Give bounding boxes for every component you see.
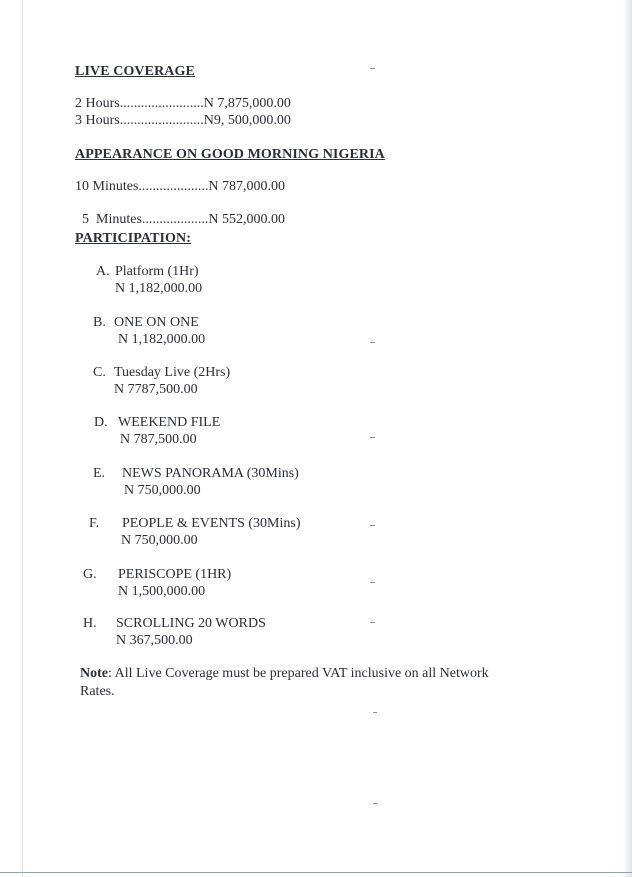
row-dots: ................... bbox=[141, 212, 209, 227]
live-coverage-row-2 bbox=[75, 113, 291, 129]
scan-speck bbox=[370, 68, 375, 69]
scan-speck bbox=[370, 342, 375, 343]
item-letter: B. bbox=[93, 315, 106, 330]
item-price: N 750,000.00 bbox=[124, 483, 201, 498]
scan-speck bbox=[370, 582, 375, 583]
item-price: N 1,500,000.00 bbox=[118, 584, 206, 599]
participation-item-f bbox=[89, 515, 301, 549]
item-price: N 750,000.00 bbox=[121, 533, 198, 548]
participation-item-c bbox=[93, 364, 230, 398]
note-paragraph bbox=[80, 665, 525, 701]
row-label: 10 Minutes bbox=[75, 179, 139, 194]
live-coverage-heading: LIVE COVERAGE bbox=[75, 64, 195, 79]
row-dots: .................... bbox=[138, 179, 209, 194]
row-label: 2 Hours bbox=[75, 96, 120, 111]
item-title: ONE ON ONE bbox=[114, 315, 199, 330]
item-letter: E. bbox=[93, 466, 106, 481]
scan-speck bbox=[370, 525, 375, 526]
page-bottom-edge bbox=[0, 872, 632, 873]
item-price: N 367,500.00 bbox=[116, 633, 193, 648]
item-letter: F. bbox=[89, 516, 100, 531]
item-letter: D. bbox=[94, 415, 108, 430]
item-title: NEWS PANORAMA (30Mins) bbox=[122, 466, 299, 481]
item-title: WEEKEND FILE bbox=[118, 415, 221, 430]
row-dots: ........................ bbox=[119, 113, 204, 128]
item-title: SCROLLING 20 WORDS bbox=[116, 616, 266, 631]
item-price: N 1,182,000.00 bbox=[118, 332, 206, 347]
item-price: N 1,182,000.00 bbox=[115, 281, 203, 296]
note-label: Note bbox=[80, 666, 108, 681]
note-text: : All Live Coverage must be prepared VAT inclusive on all Network Rates. bbox=[80, 666, 489, 699]
participation-item-b bbox=[93, 314, 205, 348]
gmn-row-1 bbox=[75, 179, 285, 195]
gmn-row-2 bbox=[75, 196, 285, 228]
participation-heading: PARTICIPATION: bbox=[75, 231, 192, 246]
row-price: N9, 500,000.00 bbox=[203, 113, 291, 128]
item-letter: C. bbox=[93, 365, 106, 380]
participation-item-e bbox=[93, 465, 299, 499]
live-coverage-row-1 bbox=[75, 96, 291, 112]
item-letter: H. bbox=[83, 616, 97, 631]
scan-speck bbox=[370, 622, 375, 623]
item-price: N 787,500.00 bbox=[120, 432, 197, 447]
row-price: N 7,875,000.00 bbox=[203, 96, 291, 111]
item-title: Tuesday Live (2Hrs) bbox=[114, 365, 231, 380]
item-letter: A. bbox=[96, 264, 110, 279]
page-edge bbox=[22, 0, 23, 877]
scan-speck bbox=[373, 712, 377, 713]
item-title: PERISCOPE (1HR) bbox=[118, 567, 232, 582]
participation-item-g bbox=[83, 566, 231, 600]
participation-item-a bbox=[96, 263, 202, 297]
item-title: Platform (1Hr) bbox=[115, 264, 199, 279]
participation-item-h bbox=[83, 615, 266, 649]
page-shadow bbox=[622, 0, 632, 877]
participation-item-d bbox=[94, 414, 220, 448]
item-price: N 7787,500.00 bbox=[114, 382, 198, 397]
item-title: PEOPLE & EVENTS (30Mins) bbox=[122, 516, 301, 531]
item-letter: G. bbox=[83, 567, 97, 582]
scan-speck bbox=[373, 803, 377, 804]
scan-speck bbox=[370, 437, 375, 438]
row-dots: ........................ bbox=[119, 96, 204, 111]
row-label: 3 Hours bbox=[75, 113, 120, 128]
row-label: 5 Minutes bbox=[82, 212, 142, 227]
row-price: N 552,000.00 bbox=[208, 212, 286, 227]
row-price: N 787,000.00 bbox=[208, 179, 286, 194]
gmn-heading: APPEARANCE ON GOOD MORNING NIGERIA bbox=[75, 147, 385, 162]
